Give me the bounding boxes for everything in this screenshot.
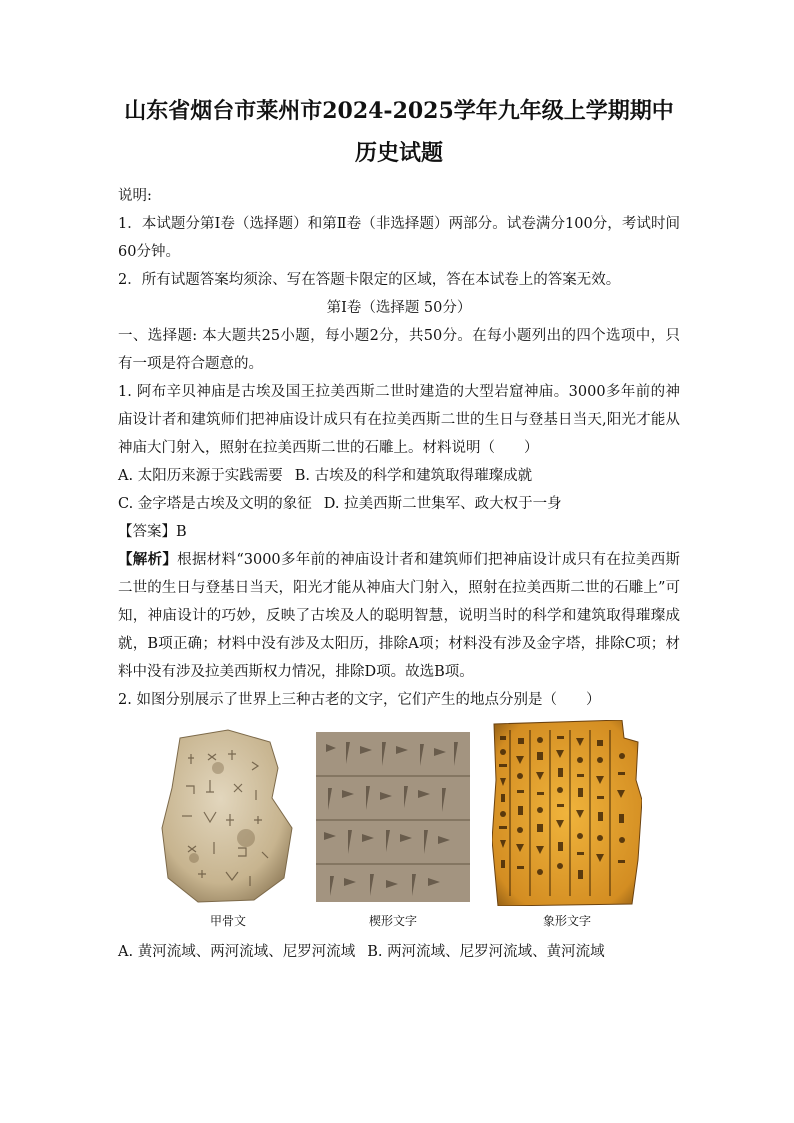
caption-hieroglyph: 象形文字: [542, 914, 591, 928]
question-1-option-b: B. 古埃及的科学和建筑取得璀璨成就: [294, 468, 533, 484]
instructions-label: 说明:: [118, 188, 152, 204]
hieroglyph-papyrus-image: [492, 720, 642, 906]
exam-page: [118, 96, 680, 966]
question-1-option-d: D. 拉美西斯二世集军、政大权于一身: [323, 496, 562, 512]
question-2-options-row-1: [118, 938, 680, 966]
exam-title: 山东省烟台市莱州市2024-2025学年九年级上学期期中: [124, 98, 674, 124]
question-1-answer: 【答案】B: [118, 524, 187, 540]
section-heading: 第Ⅰ卷（选择题 50分）: [326, 300, 472, 316]
question-1-options-row-1: [118, 462, 680, 490]
analysis-text: 根据材料“3000多年前的神庙设计者和建筑师们把神庙设计成只有在拉美西斯二世的生日与登基日当天，阳光才能从神庙大门射入，照射在拉美西斯二世的石雕上”可知，神庙设计的巧妙，反映了古埃及人的聪明智慧，说明当时的科学和建筑取得璀璨成就，B项正确；材料中没有涉及太阳历，排除A项；材料没有涉及金字塔，排除C项；材料中没有涉及拉美西斯权力情况，排除D项。故选B项。: [118, 552, 681, 680]
question-1-option-a: A. 太阳历来源于实践需要: [118, 468, 283, 484]
section-intro: 一、选择题: 本大题共25小题，每小题2分，共50分。在每小题列出的四个选项中，只有一项是符合题意的。: [118, 328, 680, 372]
oracle-bone-image: [158, 728, 298, 904]
question-2-option-a: A. 黄河流域、两河流域、尼罗河流域: [118, 944, 356, 960]
question-2-option-b: B. 两河流域、尼罗河流域、黄河流域: [367, 944, 605, 960]
instruction-item-1: 1．本试题分第Ⅰ卷（选择题）和第Ⅱ卷（非选择题）两部分。试卷满分100分，考试时间60分钟。: [118, 216, 680, 260]
cuneiform-tablet-image: [316, 732, 470, 902]
ancient-scripts-figure: [118, 720, 680, 930]
caption-cuneiform: 楔形文字: [368, 914, 417, 928]
question-1-analysis: [118, 546, 680, 686]
question-1-options-row-2: [118, 490, 680, 518]
analysis-label: 【解析】: [118, 551, 178, 568]
exam-subtitle: 历史试题: [354, 140, 443, 166]
question-1-stem: 1. 阿布辛贝神庙是古埃及国王拉美西斯二世时建造的大型岩窟神庙。3000多年前的神庙设计者和建筑师们把神庙设计成只有在拉美西斯二世的生日与登基日当天,阳光才能从神庙大门射入，照射在拉美西斯二世的石雕上。材料说明（ ）: [118, 384, 680, 456]
question-1-option-c: C. 金字塔是古埃及文明的象征: [118, 496, 312, 512]
caption-oracle-bone: 甲骨文: [209, 914, 246, 928]
instruction-item-2: 2．所有试题答案均须涂、写在答题卡限定的区域，答在本试卷上的答案无效。: [118, 272, 621, 288]
question-2-stem: 2. 如图分别展示了世界上三种古老的文字，它们产生的地点分别是（ ）: [118, 692, 601, 708]
